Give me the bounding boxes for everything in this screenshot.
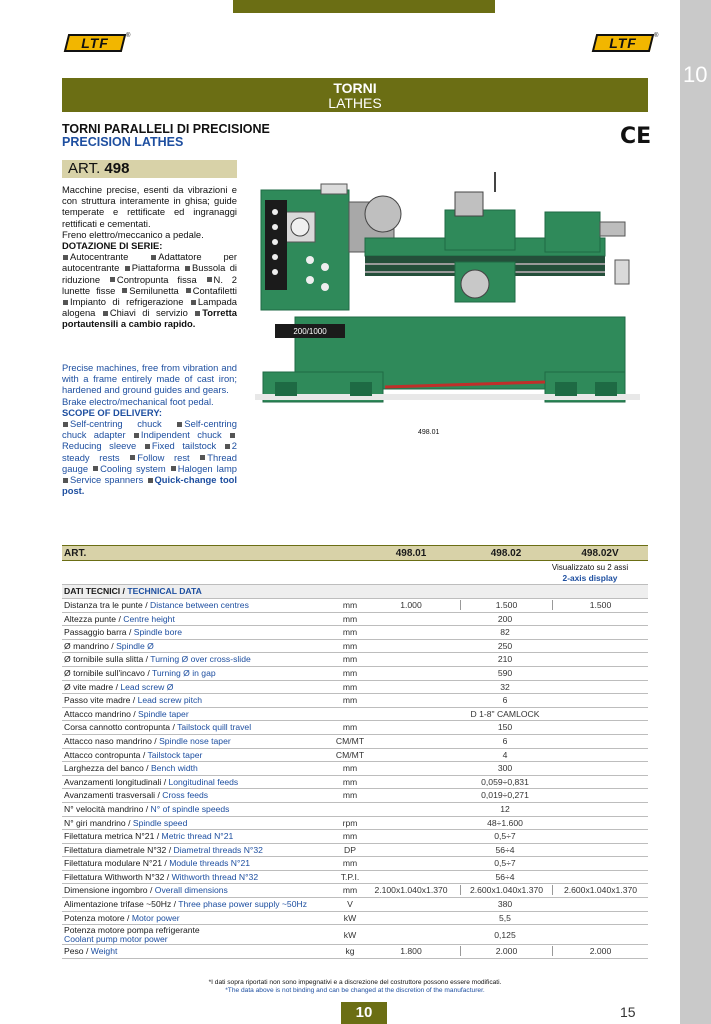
spec-unit: mm [342, 776, 358, 787]
delivery-item: Cooling system [100, 462, 166, 474]
spec-label: Potenza motore pompa refrigerante Coolant pump motor power [64, 925, 200, 945]
spec-unit: CM/MT [335, 749, 365, 760]
spec-label: N° velocità mandrino / N° of spindle speeds [64, 803, 230, 814]
section-page-badge: 10 [341, 1002, 387, 1024]
spec-label: Corsa cannotto contropunta / Tailstock quill travel [64, 722, 252, 733]
spec-label: Ø mandrino / Spindle Ø [64, 640, 154, 651]
spec-label: Alimentazione trifase ~50Hz / Three phase power supply ~50Hz [64, 899, 307, 910]
bullet-square-icon [186, 288, 191, 293]
machine-plate-text: 200/1000 [293, 327, 327, 336]
delivery-item: Chiavi di servizio [109, 307, 188, 319]
spec-unit: mm [342, 627, 358, 638]
spec-value-all: 6 [502, 695, 508, 706]
bullet-square-icon [134, 433, 139, 438]
spec-value-all: 48÷1.600 [487, 817, 523, 828]
header-col-49802: 498.02 [490, 548, 522, 559]
spec-value-all: 0,5÷7 [494, 858, 516, 869]
table-row [62, 640, 648, 654]
table-row [62, 735, 648, 749]
footnote-it: *I dati sopra riportati non sono impegnativi e a discrezione del costruttore possono essere modificati. [208, 979, 502, 986]
table-row [62, 708, 648, 722]
spec-label: Potenza motore / Motor power [64, 912, 180, 923]
table-row [62, 871, 648, 885]
spec-unit: mm [342, 790, 358, 801]
spec-value-all: 56÷4 [495, 844, 515, 855]
description-intro: Precise machines, free from vibration and with a frame entirely made of cast iron; hardened and ground guides and gears. [62, 362, 237, 396]
delivery-item: Impianto di refrigerazione [70, 296, 184, 308]
footnote-en: *The data above is not binding and can be changed at the discretion of the manufacturer. [225, 987, 485, 994]
table-row [62, 762, 648, 776]
spec-unit: CM/MT [335, 735, 365, 746]
spec-unit: mm [342, 667, 358, 678]
spec-label: Filettatura modulare N°21 / Module threads N°21 [64, 858, 251, 869]
description-intro: Macchine precise, esenti da vibrazioni e con struttura interamente in ghisa; guide temperate e rettificate ed ingranaggi rettificati e cementati. [62, 184, 237, 229]
header-col-49802v: 498.02V [581, 548, 619, 559]
spec-label: Filettatura diametrale N°32 / Diametral threads N°32 [64, 844, 263, 855]
section-title-en: PRECISION LATHES [62, 135, 184, 149]
bullet-square-icon [230, 433, 235, 438]
table-row [62, 599, 648, 613]
spec-value-v2: 1.500 [460, 600, 552, 610]
page-number: 15 [620, 1004, 636, 1020]
spec-value-v1: 1.800 [400, 946, 422, 957]
spec-value-all: 300 [497, 763, 513, 774]
bullet-square-icon [63, 422, 68, 427]
table-row [62, 776, 648, 790]
article-label: ART. 498 [62, 160, 237, 178]
table-row [62, 857, 648, 871]
spec-value-v3: 1.500 [552, 600, 648, 610]
display-note-it: Visualizzato su 2 assi [551, 563, 629, 572]
spec-value-all: 0,125 [494, 930, 516, 941]
technical-data-heading: DATI TECNICI / TECHNICAL DATA [62, 585, 648, 599]
table-row [62, 884, 648, 898]
bullet-square-icon [63, 300, 68, 305]
photo-caption: 498.01 [418, 429, 440, 436]
bullet-square-icon [63, 255, 68, 260]
spec-value-all: 150 [497, 722, 513, 733]
bullet-square-icon [191, 300, 196, 305]
bullet-square-icon [171, 466, 176, 471]
category-title-en: LATHES [328, 95, 382, 111]
spec-value-all: 4 [502, 749, 508, 760]
spec-label: Ø vite madre / Lead screw Ø [64, 681, 174, 692]
table-row [62, 749, 648, 763]
display-note-en: 2-axis display [562, 573, 618, 583]
spec-value-all: 82 [500, 627, 510, 638]
table-row [62, 721, 648, 735]
delivery-item: Thread gauge [62, 451, 237, 474]
spec-value-all: 210 [497, 654, 513, 665]
top-decor-bar [233, 0, 495, 13]
delivery-item-bold: Quick-change tool post. [62, 474, 238, 497]
spec-label: Dimensione ingombro / Overall dimensions [64, 885, 228, 896]
spec-value-v3: 2.600x1.040x1.370 [552, 885, 648, 895]
bullet-square-icon [103, 311, 108, 316]
table-row [62, 844, 648, 858]
delivery-item: Self-centring chuck adapter [62, 418, 237, 441]
spec-value-v2: 2.600x1.040x1.370 [460, 885, 552, 895]
spec-unit: mm [342, 600, 358, 610]
spec-value-v3: 2.000 [552, 946, 648, 956]
bullet-square-icon [148, 478, 153, 483]
spec-unit: V [347, 899, 353, 910]
spec-label: Attacco contropunta / Tailstock taper [64, 749, 203, 760]
delivery-item: Follow rest [137, 451, 190, 463]
spec-unit: mm [342, 640, 358, 651]
spec-unit: mm [342, 613, 358, 624]
spec-value-all: 0,019÷0,271 [481, 790, 529, 801]
description-brake: Freno elettro/meccanico a pedale. [62, 228, 204, 240]
spec-label: Passo vite madre / Lead screw pitch [64, 695, 203, 706]
delivery-item: Contafiletti [192, 284, 237, 296]
delivery-item: Piattaforma [131, 262, 180, 274]
table-row [62, 830, 648, 844]
spec-value-all: 380 [497, 899, 513, 910]
spec-unit: mm [342, 654, 358, 665]
spec-value-all: 32 [500, 681, 510, 692]
spec-value-all: 0,5÷7 [494, 831, 516, 842]
ltf-logo-left: LTF [64, 34, 126, 52]
delivery-item: Service spanners [70, 474, 144, 486]
delivery-item: Halogen lamp [177, 462, 237, 474]
delivery-item: Indipendent chuck [140, 429, 222, 441]
ce-mark-icon: CE [620, 124, 652, 149]
side-page-number: 10 [683, 62, 708, 87]
category-title-band [62, 78, 648, 112]
delivery-item: Self-centring chuck [70, 418, 162, 430]
table-row [62, 653, 648, 667]
spec-value-all: 590 [497, 667, 513, 678]
spec-unit: mm [342, 858, 358, 869]
spec-value-all: D 1-8" CAMLOCK [470, 708, 540, 719]
page-edge-strip [680, 0, 711, 1024]
delivery-item: Lampada alogena [62, 296, 237, 319]
delivery-item: Bussola di riduzione [62, 262, 237, 285]
table-row [62, 912, 648, 926]
bullet-square-icon [110, 277, 115, 282]
spec-label: Avanzamenti trasversali / Cross feeds [64, 790, 209, 801]
delivery-item: Fixed tailstock [151, 440, 217, 452]
spec-label: N° giri mandrino / Spindle speed [64, 817, 188, 828]
spec-value-v2: 2.000 [460, 946, 552, 956]
table-row [62, 898, 648, 912]
spec-unit: rpm [342, 817, 358, 828]
spec-table [62, 545, 648, 959]
spec-unit: T.P.I. [340, 871, 360, 882]
table-row [62, 945, 648, 959]
bullet-square-icon [200, 455, 205, 460]
table-row [62, 789, 648, 803]
spec-unit: mm [342, 885, 358, 896]
table-row [62, 626, 648, 640]
spec-value-v1: 1.000 [400, 600, 422, 610]
spec-value-all: 6 [502, 735, 508, 746]
bullet-square-icon [225, 444, 230, 449]
header-art: ART. [64, 548, 87, 559]
bullet-square-icon [130, 455, 135, 460]
spec-value-v1: 2.100x1.040x1.370 [374, 885, 448, 896]
registered-mark: ® [126, 33, 131, 39]
spec-unit: mm [342, 722, 358, 733]
spec-label: Attacco naso mandrino / Spindle nose taper [64, 735, 231, 746]
description-italian [62, 184, 237, 330]
spec-label: Distanza tra le punte / Distance between centres [64, 600, 249, 610]
bullet-square-icon [63, 478, 68, 483]
spec-unit: mm [342, 695, 358, 706]
bullet-square-icon [195, 311, 200, 316]
spec-value-all: 56÷4 [495, 871, 515, 882]
registered-mark: ® [654, 33, 659, 39]
spec-label: Passaggio barra / Spindle bore [64, 627, 183, 638]
table-row [62, 817, 648, 831]
delivery-item: Reducing sleeve [62, 440, 137, 452]
display-note-row [62, 561, 648, 585]
spec-label: Altezza punte / Centre height [64, 613, 175, 624]
spec-value-all: 12 [500, 803, 510, 814]
spec-label: Attacco mandrino / Spindle taper [64, 708, 189, 719]
bullet-square-icon [151, 255, 156, 260]
spec-label: Ø tornibile sull'incavo / Turning Ø in gap [64, 667, 216, 678]
spec-label: Ø tornibile sulla slitta / Turning Ø over cross-slide [64, 654, 251, 665]
spec-value-all: 0,059÷0,831 [481, 776, 529, 787]
delivery-heading: SCOPE OF DELIVERY: [62, 406, 163, 418]
delivery-item: Adattatore per autocentrante [62, 251, 237, 274]
ltf-logo-right: LTF [592, 34, 654, 52]
spec-unit: mm [342, 763, 358, 774]
spec-label: Larghezza del banco / Bench width [64, 763, 198, 774]
section-title-it: TORNI PARALLELI DI PRECISIONE [62, 122, 270, 136]
spec-value-all: 250 [497, 640, 513, 651]
delivery-item: Semilunetta [129, 284, 179, 296]
spec-unit: DP [344, 844, 356, 855]
spec-label: Peso / Weight [64, 946, 118, 957]
spec-unit: mm [342, 681, 358, 692]
bullet-square-icon [145, 444, 150, 449]
delivery-item: Autocentrante [70, 251, 129, 263]
table-row [62, 694, 648, 708]
table-row [62, 667, 648, 681]
spec-label: Filettatura metrica N°21 / Metric thread N°21 [64, 831, 234, 842]
spec-label: Filettatura Withworth N°32 / Withworth thread N°32 [64, 871, 259, 882]
table-row [62, 681, 648, 695]
delivery-item: Contropunta fissa [116, 273, 197, 285]
delivery-item: 2 steady rests [62, 440, 237, 463]
category-title-it: TORNI [333, 80, 377, 96]
bullet-square-icon [207, 277, 212, 282]
delivery-heading: DOTAZIONE DI SERIE: [62, 240, 163, 252]
bullet-square-icon [93, 466, 98, 471]
bullet-square-icon [125, 266, 130, 271]
table-row [62, 803, 648, 817]
spec-unit: kW [343, 930, 357, 941]
bullet-square-icon [177, 422, 182, 427]
table-header-row [62, 545, 648, 561]
description-english [62, 362, 237, 496]
bullet-square-icon [185, 266, 190, 271]
delivery-item-bold: Torretta portautensili a cambio rapido. [62, 307, 237, 330]
spec-label: Avanzamenti longitudinali / Longitudinal feeds [64, 776, 239, 787]
spec-unit: kW [343, 912, 357, 923]
spec-unit: kg [345, 946, 355, 957]
delivery-item: N. 2 lunette fisse [62, 273, 238, 296]
spec-unit: mm [342, 831, 358, 842]
bullet-square-icon [122, 288, 127, 293]
table-row [62, 925, 648, 945]
spec-value-all: 5,5 [499, 912, 511, 923]
lathe-photo [255, 172, 640, 422]
header-col-49801: 498.01 [395, 548, 427, 559]
description-brake: Brake electro/mechanical foot pedal. [62, 395, 214, 407]
spec-value-all: 200 [497, 613, 513, 624]
table-row [62, 613, 648, 627]
